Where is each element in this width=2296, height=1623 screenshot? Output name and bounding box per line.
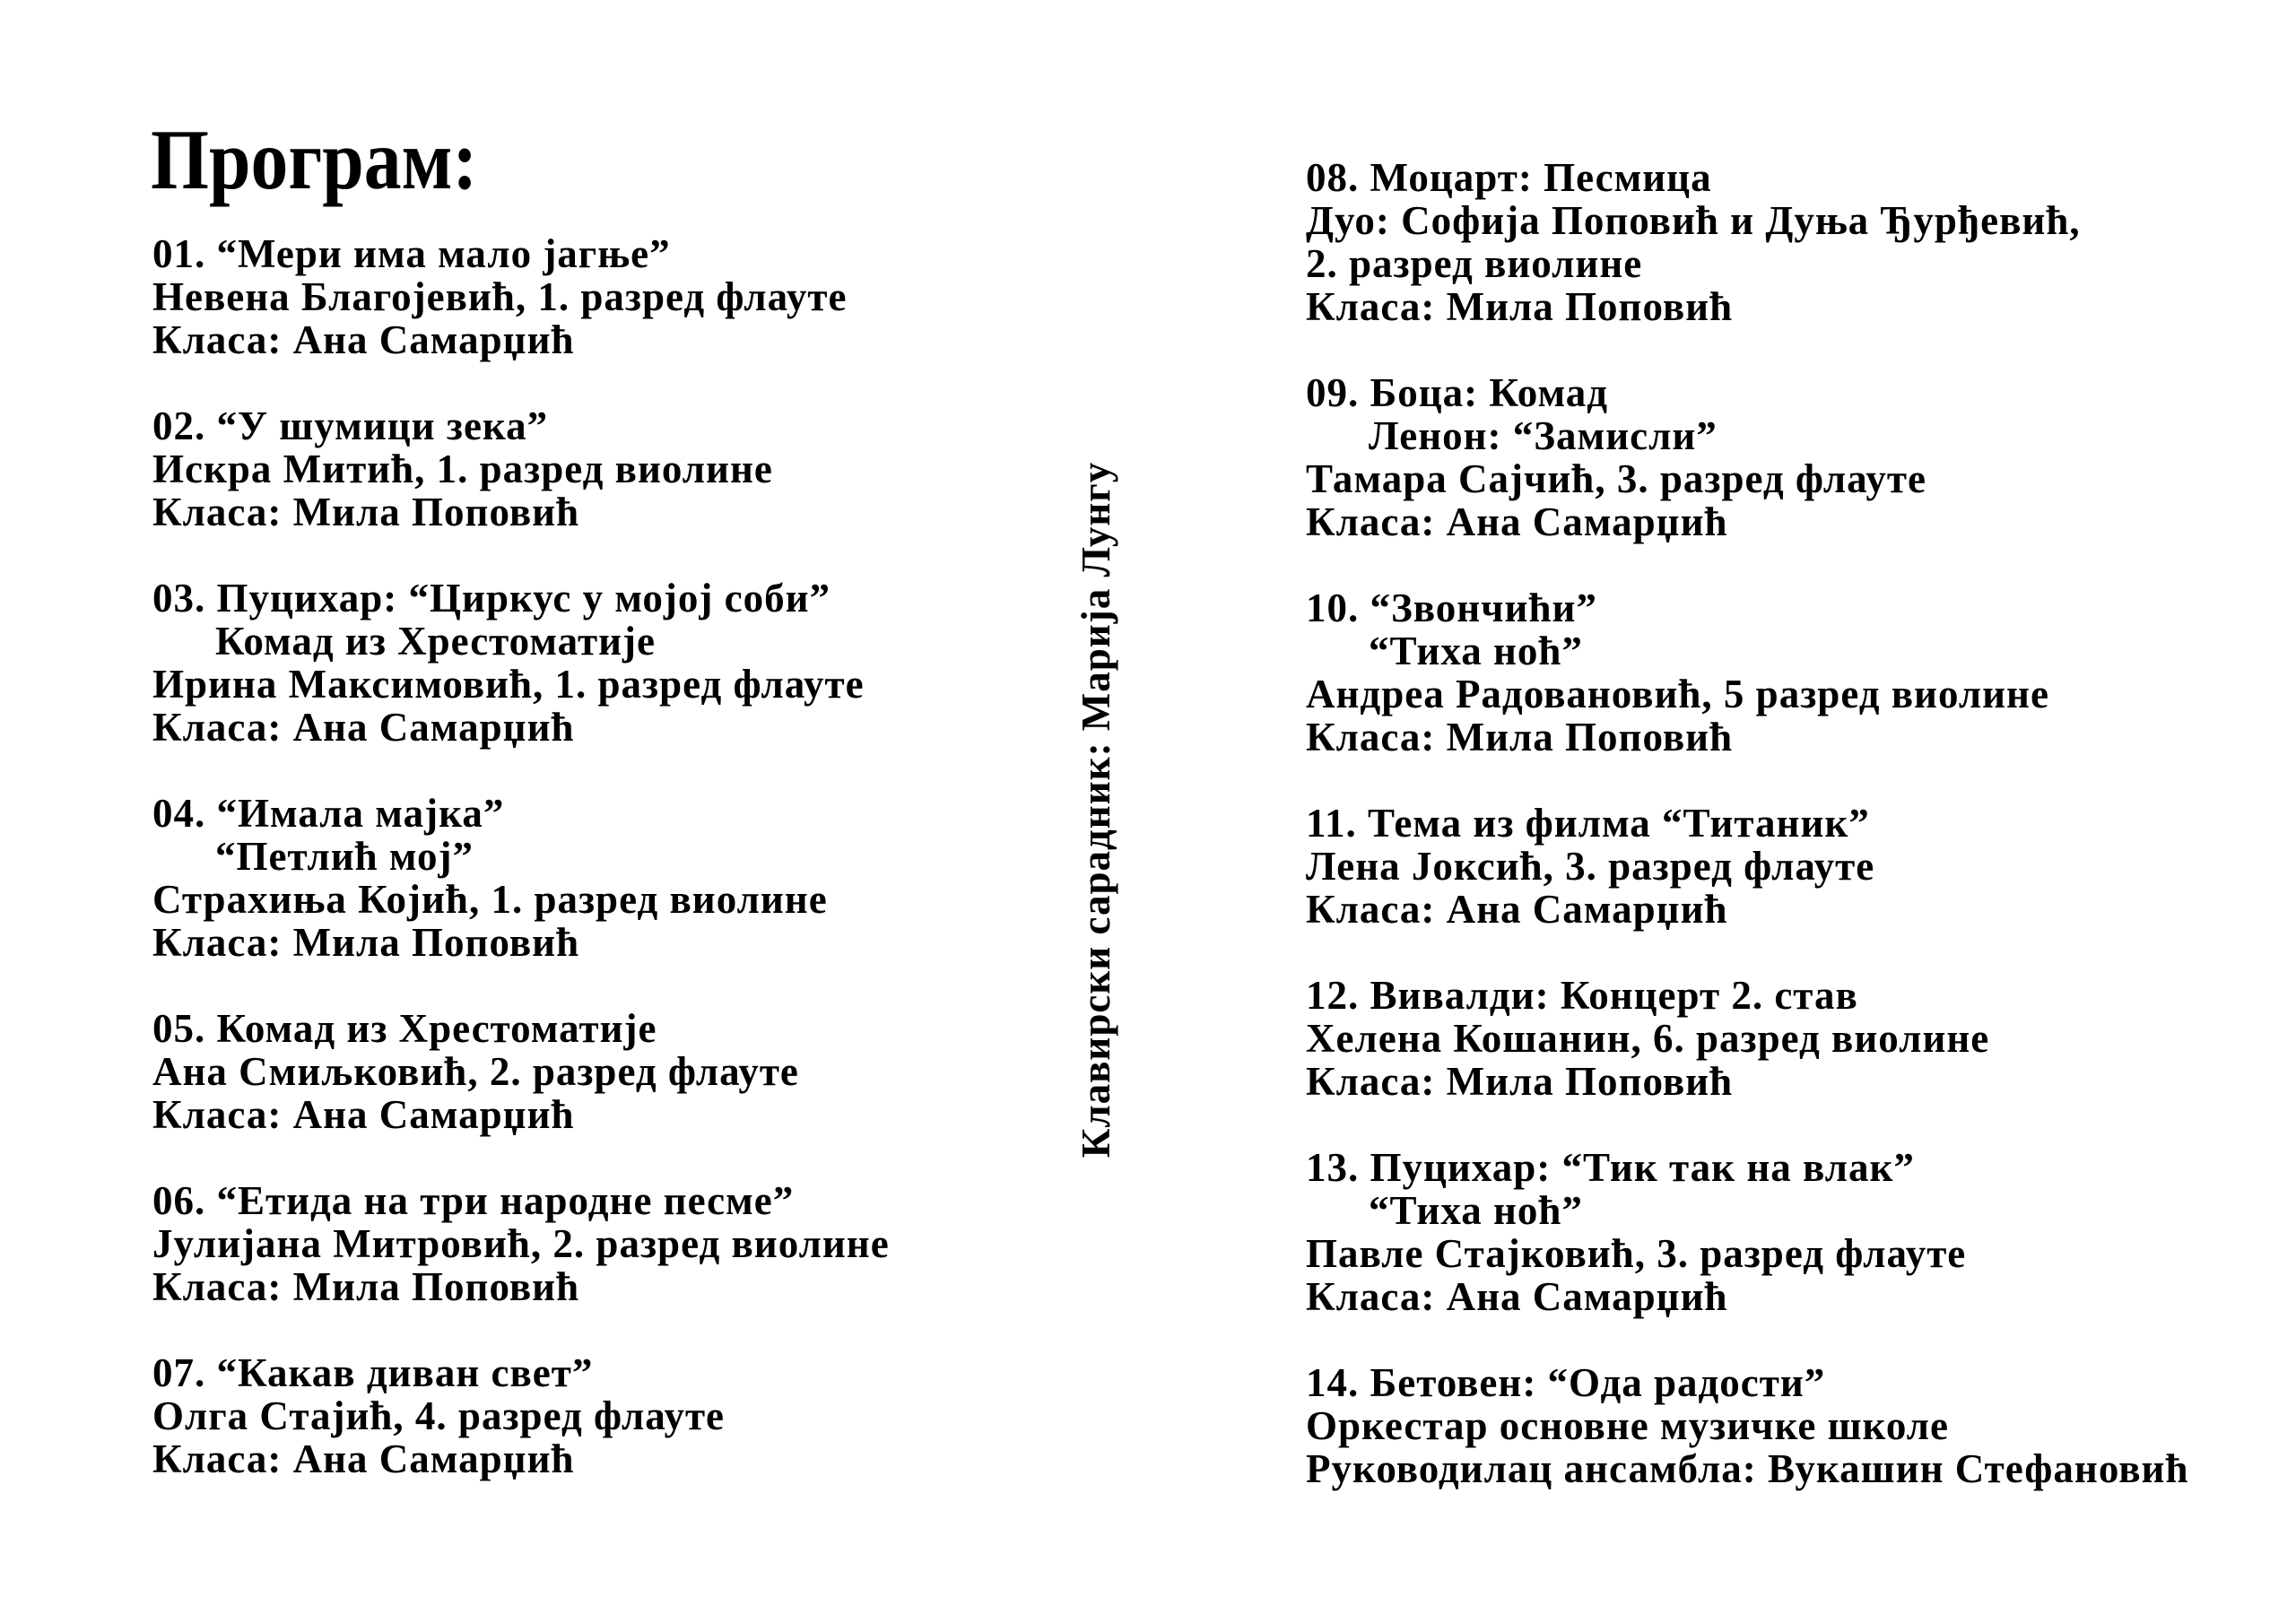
performer-line: Лена Јоксић, 3. разред флауте [1306,844,1875,889]
ensemble-line: Оркестар основне музичке школе [1306,1403,1950,1448]
accompanist-note: Клавирски сарадник: Марија Лунгу [1074,461,1118,1159]
class-line: Класа: Ана Самарџић [1306,1274,1728,1319]
class-line: Класа: Ана Самарџић [152,317,575,362]
performer-line: Дуо: Софија Поповић и Дуња Ђурђевић, [1306,198,2081,243]
program-item-13 [1306,1146,2296,1318]
page-title: Програм: [151,112,478,207]
class-line: Класа: Ана Самарџић [152,1436,575,1481]
program-item-11 [1306,802,2296,931]
performer-line: Хелена Кошанин, 6. разред виолине [1306,1016,1990,1061]
piece-title-line: Комад из Хрестоматије [215,619,656,664]
performer-line: Ана Смиљковић, 2. разред флауте [152,1049,799,1094]
program-right-column [1306,156,2296,1533]
class-line: Класа: Ана Самарџић [1306,887,1728,932]
class-line: Класа: Мила Поповић [1306,1059,1734,1104]
performer-line: Тамара Сајчић, 3. разред флауте [1306,456,1926,501]
piece-title-line: 02. “У шумици зека” [152,404,549,448]
program-item-02 [152,404,1085,534]
performer-line: Павле Стајковић, 3. разред флауте [1306,1231,1967,1276]
piece-title-line: 12. Вивалди: Концерт 2. став [1306,973,1858,1018]
program-item-12 [1306,974,2296,1103]
piece-title-line: 10. “Звончићи” [1306,586,1597,630]
class-line: Класа: Мила Поповић [1306,715,1734,759]
program-item-08 [1306,156,2296,328]
piece-title-line: “Тиха ноћ” [1369,629,1583,673]
program-item-10 [1306,586,2296,759]
class-line: Класа: Ана Самарџић [1306,499,1728,544]
program-item-04 [152,792,1085,964]
class-line: Класа: Мила Поповић [152,490,580,534]
program-item-07 [152,1351,1085,1480]
piece-title-line: 11. Тема из филма “Титаник” [1306,801,1870,846]
class-line: Класа: Мила Поповић [152,920,580,965]
performer-line: Искра Митић, 1. разред виолине [152,447,773,491]
class-line: Класа: Мила Поповић [1306,284,1734,329]
piece-title-line: 04. “Имала мајка” [152,791,505,836]
piece-title-line: 13. Пуцихар: “Тик так на влак” [1306,1145,1915,1190]
piece-title-line: 07. “Какав диван свет” [152,1350,594,1395]
program-item-09 [1306,371,2296,543]
program-item-14 [1306,1361,2296,1490]
piece-title-line: 09. Боца: Комад [1306,370,1609,415]
ensemble-leader-line: Руководилац ансамбла: Вукашин Стефановић [1306,1446,2189,1491]
performer-line: Андреа Радовановић, 5 разред виолине [1306,672,2049,716]
piece-title-line: “Петлић мој” [215,834,474,879]
piece-title-line: “Тиха ноћ” [1369,1188,1583,1233]
performer-line: Олга Стајић, 4. разред флауте [152,1393,726,1438]
class-line: Класа: Ана Самарџић [152,1092,575,1137]
piece-title-line: 03. Пуцихар: “Циркус у мојој соби” [152,576,831,621]
program-item-01 [152,232,1085,361]
piece-title-line: 01. “Мери има мало јагње” [152,231,671,276]
program-item-03 [152,577,1085,749]
piece-title-line: Ленон: “Замисли” [1369,413,1718,458]
program-item-05 [152,1007,1085,1136]
piece-title-line: 06. “Етида на три народне песме” [152,1178,795,1223]
class-line: Класа: Ана Самарџић [152,705,575,750]
class-line: Класа: Мила Поповић [152,1264,580,1309]
program-item-06 [152,1179,1085,1308]
program-left-column [152,232,1085,1523]
piece-title-line: 08. Моцарт: Песмица [1306,155,1712,200]
performer-line: Јулијана Митровић, 2. разред виолине [152,1221,890,1266]
piece-title-line: 14. Бетовен: “Ода радости” [1306,1360,1826,1405]
performer-line: Невена Благојевић, 1. разред флауте [152,274,848,319]
performer-line: 2. разред виолине [1306,241,1643,286]
piece-title-line: 05. Комад из Хрестоматије [152,1006,657,1051]
performer-line: Страхиња Којић, 1. разред виолине [152,877,828,922]
performer-line: Ирина Максимовић, 1. разред флауте [152,662,865,707]
